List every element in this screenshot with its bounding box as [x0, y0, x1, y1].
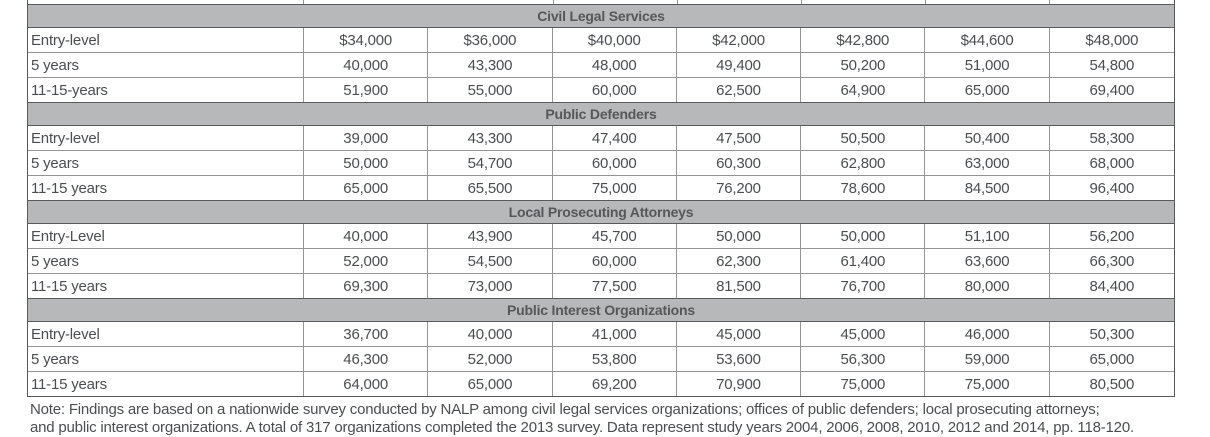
- table-row: [28, 151, 1174, 176]
- salary-cell: 81,500: [677, 274, 801, 298]
- salary-cell: 53,600: [677, 347, 801, 371]
- salary-cell: 46,300: [304, 347, 428, 371]
- row-label: Entry-level: [28, 322, 304, 346]
- salary-cell: 60,000: [553, 78, 677, 102]
- salary-cell: 76,200: [677, 176, 801, 200]
- salary-cell: 96,400: [1089, 179, 1135, 197]
- salary-cell: 40,000: [304, 53, 428, 77]
- salary-cell: 70,900: [677, 372, 801, 396]
- salary-cell: 51,000: [925, 53, 1049, 77]
- salary-cell: 84,400: [1089, 277, 1135, 295]
- row-label: Entry-level: [28, 28, 304, 52]
- salary-cell: 43,300: [428, 53, 552, 77]
- section-header-public-defenders: Public Defenders: [28, 102, 1174, 126]
- salary-cell: $42,800: [801, 28, 925, 52]
- salary-cell: 50,300: [1089, 325, 1135, 343]
- table-row: [28, 372, 1174, 396]
- salary-cell: 40,000: [428, 322, 552, 346]
- table-row: [28, 78, 1174, 102]
- section-header-civil-legal-services: Civil Legal Services: [28, 5, 1174, 28]
- salary-cell: 65,000: [1089, 350, 1135, 368]
- table-row: [28, 53, 1174, 78]
- salary-cell: 69,300: [304, 274, 428, 298]
- salary-cell: 63,600: [925, 249, 1049, 273]
- row-label: 5 years: [28, 249, 304, 273]
- salary-cell: 65,000: [428, 372, 552, 396]
- salary-cell: 47,400: [553, 126, 677, 150]
- table-row: [28, 274, 1174, 298]
- salary-cell: 77,500: [553, 274, 677, 298]
- row-label: 11-15-years: [28, 78, 304, 102]
- salary-cell: 64,000: [304, 372, 428, 396]
- row-label: 11-15 years: [28, 274, 304, 298]
- salary-cell: 40,000: [304, 224, 428, 248]
- salary-cell: $36,000: [428, 28, 552, 52]
- salary-cell: 55,000: [428, 78, 552, 102]
- salary-cell: 84,500: [925, 176, 1049, 200]
- salary-cell: $42,000: [677, 28, 801, 52]
- salary-cell: 76,700: [801, 274, 925, 298]
- salary-cell: 48,000: [553, 53, 677, 77]
- salary-cell: 61,400: [801, 249, 925, 273]
- salary-cell: 73,000: [428, 274, 552, 298]
- salary-cell: 75,000: [801, 372, 925, 396]
- salary-cell: $48,000: [1085, 31, 1139, 49]
- salary-cell: 50,000: [801, 224, 925, 248]
- table-row: [28, 126, 1174, 151]
- salary-cell: 65,500: [428, 176, 552, 200]
- salary-cell: 54,800: [1089, 56, 1135, 74]
- row-label: 5 years: [28, 53, 304, 77]
- salary-cell: 58,300: [1089, 129, 1135, 147]
- table-row: [28, 249, 1174, 274]
- salary-cell: 51,900: [304, 78, 428, 102]
- section-header-public-interest-organizations: Public Interest Organizations: [28, 298, 1174, 322]
- salary-cell: $44,600: [925, 28, 1049, 52]
- salary-cell: 45,700: [553, 224, 677, 248]
- salary-cell: 62,300: [677, 249, 801, 273]
- salary-cell: 60,000: [553, 249, 677, 273]
- salary-cell: 50,000: [304, 151, 428, 175]
- salary-cell: 43,300: [428, 126, 552, 150]
- salary-cell: 80,000: [925, 274, 1049, 298]
- salary-cell: 59,000: [925, 347, 1049, 371]
- row-label: 11-15 years: [28, 372, 304, 396]
- salary-cell: 60,300: [677, 151, 801, 175]
- salary-cell: 62,500: [677, 78, 801, 102]
- salary-cell: 50,000: [677, 224, 801, 248]
- salary-cell: 63,000: [925, 151, 1049, 175]
- salary-cell: 45,000: [677, 322, 801, 346]
- salary-cell: 75,000: [553, 176, 677, 200]
- row-label: Entry-Level: [28, 224, 304, 248]
- salary-cell: 56,200: [1089, 227, 1135, 245]
- salary-cell: 43,900: [428, 224, 552, 248]
- table-row: [28, 224, 1174, 249]
- table-row: [28, 322, 1174, 347]
- section-header-local-prosecuting-attorneys: Local Prosecuting Attorneys: [28, 200, 1174, 224]
- row-label: 5 years: [28, 347, 304, 371]
- salary-cell: 65,000: [304, 176, 428, 200]
- salary-cell: 75,000: [925, 372, 1049, 396]
- salary-cell: 56,300: [801, 347, 925, 371]
- salary-cell: 78,600: [801, 176, 925, 200]
- salary-cell: 50,500: [801, 126, 925, 150]
- salary-cell: 41,000: [553, 322, 677, 346]
- salary-cell: 49,400: [677, 53, 801, 77]
- salary-cell: 62,800: [801, 151, 925, 175]
- salary-cell: 46,000: [925, 322, 1049, 346]
- salary-cell: $34,000: [304, 28, 428, 52]
- salary-cell: 53,800: [553, 347, 677, 371]
- salary-cell: 50,200: [801, 53, 925, 77]
- salary-cell: $40,000: [553, 28, 677, 52]
- salary-cell: 64,900: [801, 78, 925, 102]
- footnote-line-2-clipped: and public interest organizations. A total of 317 organizations completed the 2013 survey. Data represent study years 2004, 2006, 2008, 2010, 2012 and 2014, pp. 118-120.: [30, 419, 1134, 436]
- salary-cell: 66,300: [1089, 252, 1135, 270]
- table-row: [28, 347, 1174, 372]
- salary-cell: 50,400: [925, 126, 1049, 150]
- row-label: 11-15 years: [28, 176, 304, 200]
- table-row: [28, 28, 1174, 53]
- salary-cell: 36,700: [304, 322, 428, 346]
- row-label: 5 years: [28, 151, 304, 175]
- salary-cell: 69,400: [1089, 81, 1135, 99]
- salary-cell: 60,000: [553, 151, 677, 175]
- salary-cell: 51,100: [925, 224, 1049, 248]
- row-label: Entry-level: [28, 126, 304, 150]
- salary-cell: 80,500: [1089, 375, 1135, 393]
- salary-cell: 52,000: [428, 347, 552, 371]
- footnote: [30, 401, 1190, 437]
- salary-cell: 39,000: [304, 126, 428, 150]
- salary-cell: 68,000: [1089, 154, 1135, 172]
- footnote-line-1: Note: Findings are based on a nationwide survey conducted by NALP among civil legal services organizations; offices of public defenders; local prosecuting attorneys;: [30, 401, 1100, 418]
- salary-table: [27, 0, 1175, 397]
- salary-cell: 45,000: [801, 322, 925, 346]
- salary-cell: 47,500: [677, 126, 801, 150]
- table-row: [28, 176, 1174, 200]
- salary-cell: 65,000: [925, 78, 1049, 102]
- salary-cell: 54,700: [428, 151, 552, 175]
- salary-cell: 52,000: [304, 249, 428, 273]
- salary-cell: 54,500: [428, 249, 552, 273]
- salary-cell: 69,200: [553, 372, 677, 396]
